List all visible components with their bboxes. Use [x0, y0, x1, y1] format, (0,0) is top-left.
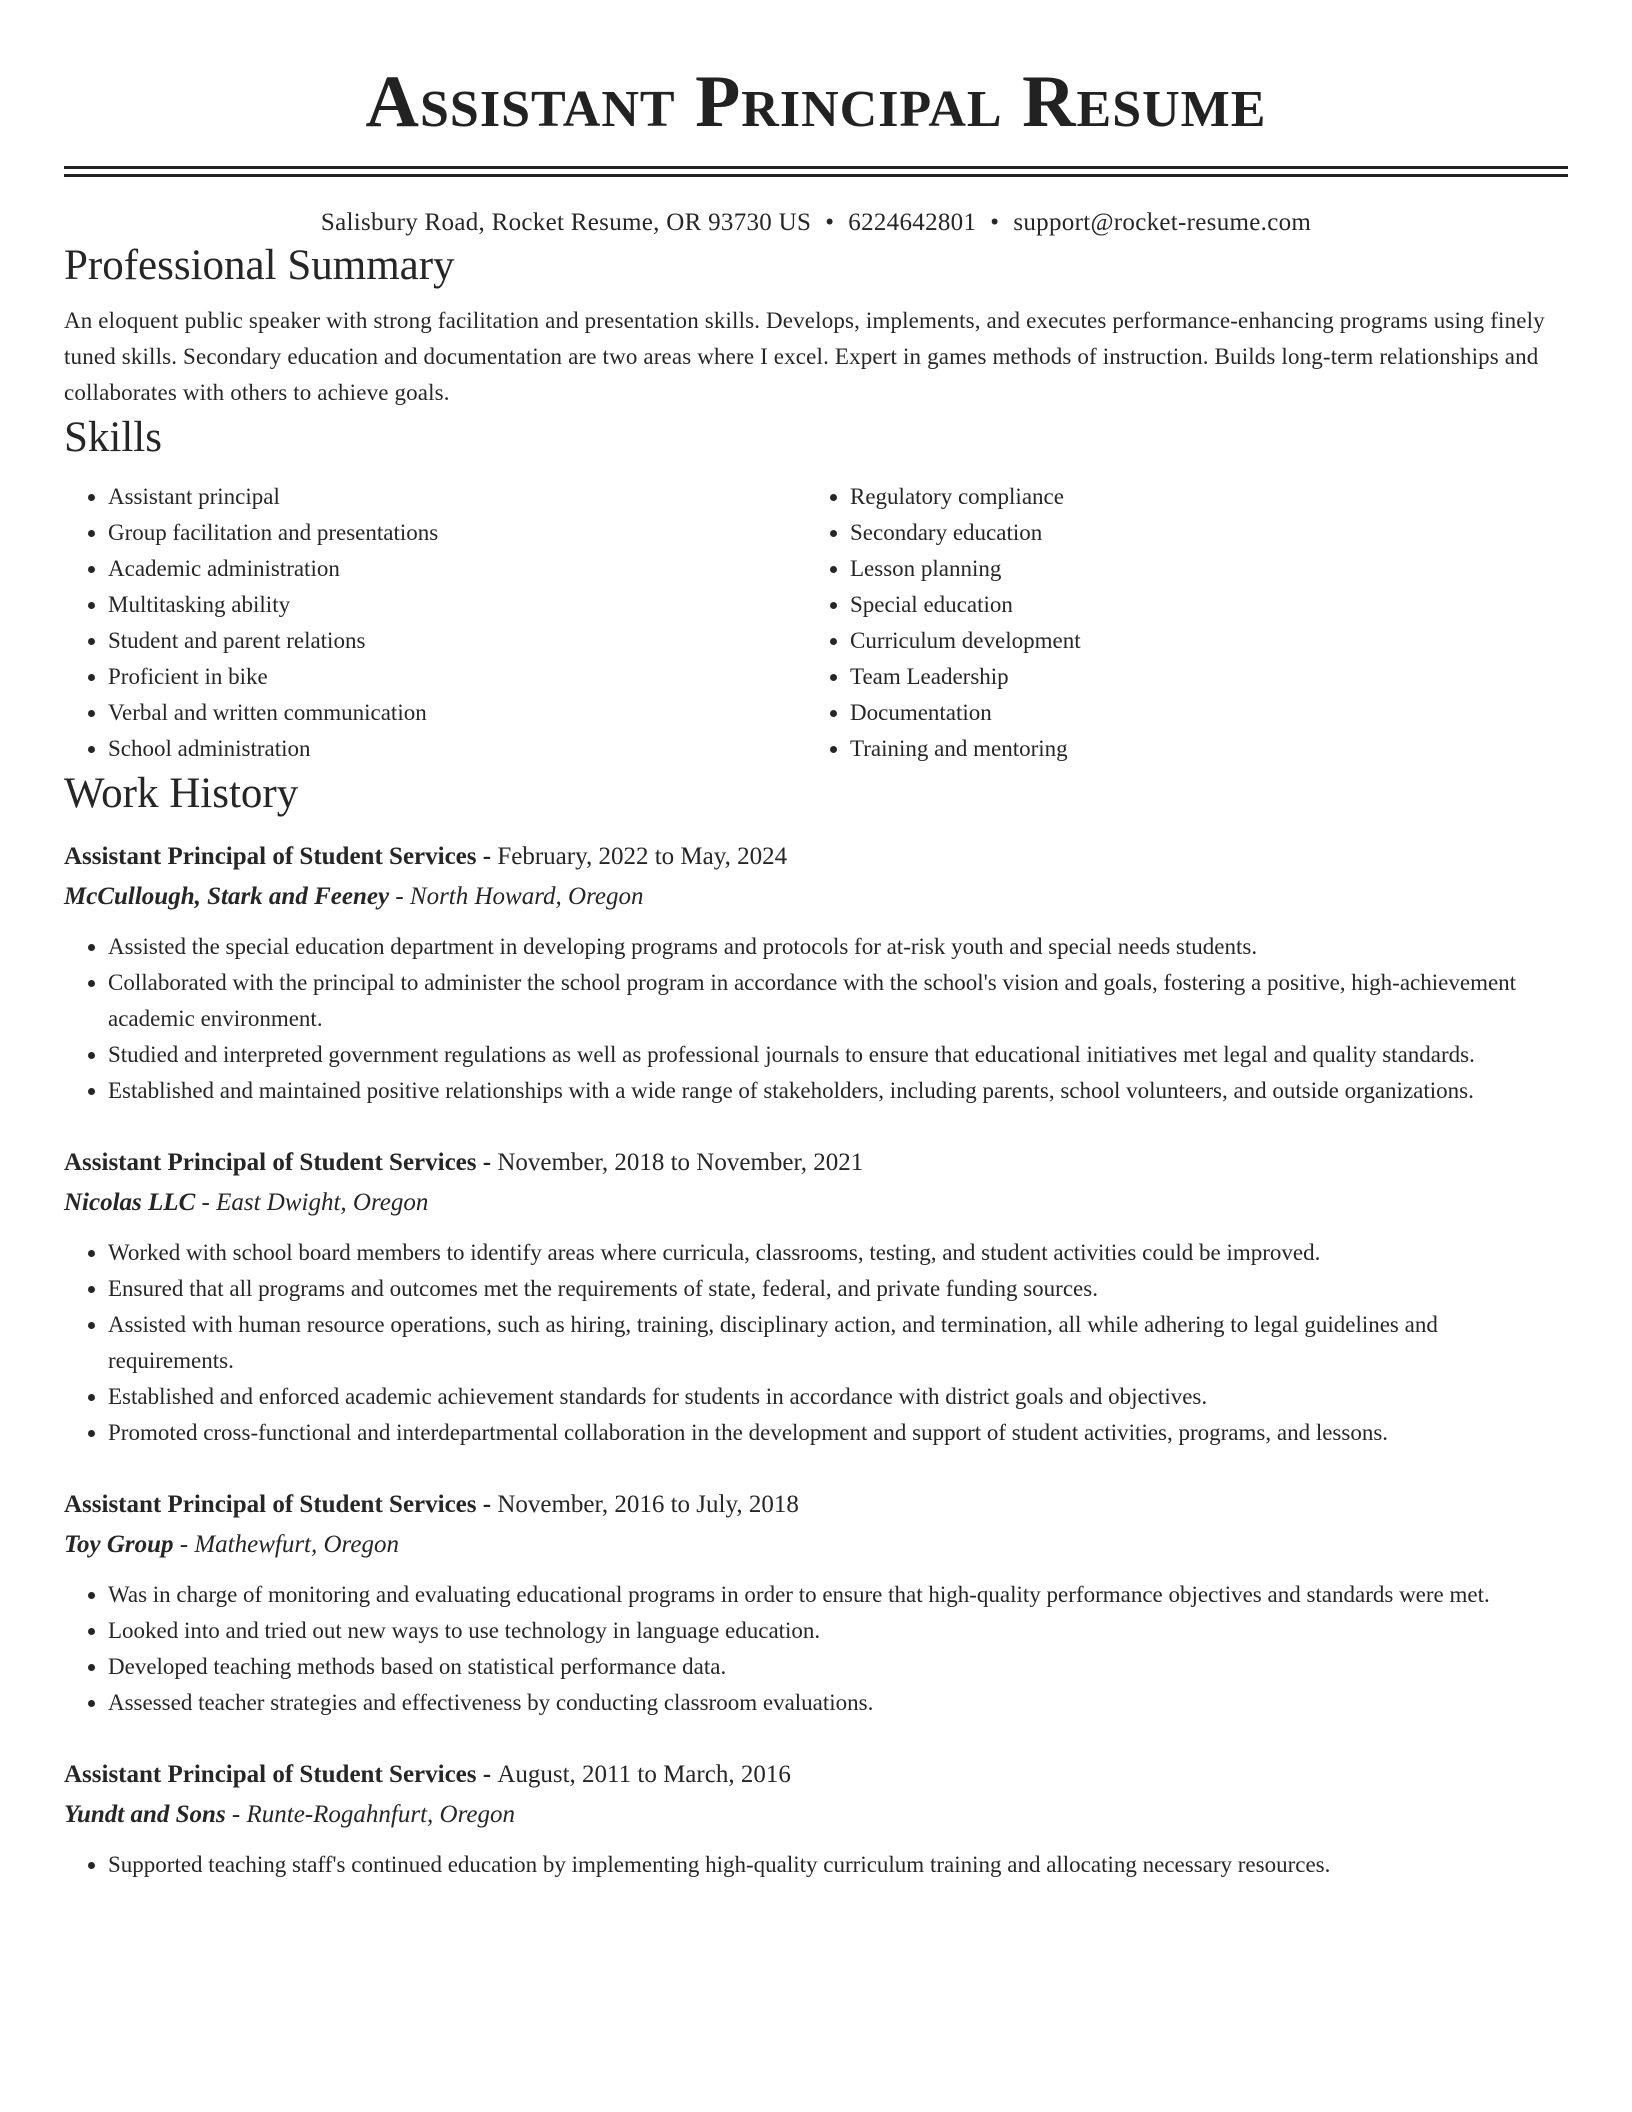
- job-dates: February, 2022 to May, 2024: [497, 843, 788, 870]
- job-location: Mathewfurt, Oregon: [194, 1531, 399, 1558]
- job-company: Yundt and Sons: [64, 1801, 226, 1828]
- skill-item: • Special education: [850, 587, 1548, 623]
- contact-phone: 6224642801: [848, 209, 977, 236]
- job-bullet: • Worked with school board members to identify areas where curricula, classrooms, testing, and student activities could be improved.: [108, 1235, 1568, 1271]
- job-location: North Howard, Oregon: [409, 883, 644, 910]
- company-line: Yundt and Sons - Runte-Rogahnfurt, Oregon: [64, 1801, 515, 1828]
- job-role: Assistant Principal of Student Services: [64, 1761, 477, 1788]
- job-bullets: [64, 929, 1568, 1109]
- skills-heading: Skills: [64, 414, 162, 461]
- skill-item: • Team Leadership: [850, 659, 1548, 695]
- job-bullet: • Studied and interpreted government regulations as well as professional journals to ensure that educational initiatives met legal and quality standards.: [108, 1037, 1568, 1073]
- skill-item: • School administration: [108, 731, 806, 767]
- job-bullet: • Was in charge of monitoring and evaluating educational programs in order to ensure that high-quality performance objectives and standards were met.: [108, 1577, 1568, 1613]
- job-title-line: Assistant Principal of Student Services - February, 2022 to May, 2024: [64, 843, 788, 870]
- skill-item: • Training and mentoring: [850, 731, 1548, 767]
- job-bullets: [64, 1847, 1568, 1883]
- job-company: Toy Group: [64, 1531, 174, 1558]
- job-bullet: • Established and maintained positive relationships with a wide range of stakeholders, including parents, school volunteers, and outside organizations.: [108, 1073, 1568, 1109]
- skill-item: • Curriculum development: [850, 623, 1548, 659]
- skill-item: • Student and parent relations: [108, 623, 806, 659]
- job-company: McCullough, Stark and Feeney: [64, 883, 390, 910]
- title-divider: [64, 166, 1568, 177]
- skill-item: • Lesson planning: [850, 551, 1548, 587]
- job-bullets: [64, 1577, 1568, 1721]
- skills-list-right: [806, 479, 1548, 767]
- skill-item: • Documentation: [850, 695, 1548, 731]
- work-history-heading: Work History: [64, 770, 299, 817]
- job-bullet: • Established and enforced academic achievement standards for students in accordance with district goals and objectives.: [108, 1379, 1568, 1415]
- job-title-line: Assistant Principal of Student Services - August, 2011 to March, 2016: [64, 1761, 791, 1788]
- job-bullet: • Looked into and tried out new ways to use technology in language education.: [108, 1613, 1568, 1649]
- skill-item: • Verbal and written communication: [108, 695, 806, 731]
- skill-item: • Multitasking ability: [108, 587, 806, 623]
- job-bullet: • Developed teaching methods based on statistical performance data.: [108, 1649, 1568, 1685]
- skill-item: • Secondary education: [850, 515, 1548, 551]
- contact-line: [64, 207, 1568, 239]
- job-entry: [64, 839, 1568, 1109]
- skill-item: • Group facilitation and presentations: [108, 515, 806, 551]
- skill-item: • Assistant principal: [108, 479, 806, 515]
- contact-address: Salisbury Road, Rocket Resume, OR 93730 US: [320, 209, 812, 236]
- company-line: Toy Group - Mathewfurt, Oregon: [64, 1531, 399, 1558]
- resume-page: [64, 0, 1568, 1883]
- skill-item: • Proficient in bike: [108, 659, 806, 695]
- company-line: Nicolas LLC - East Dwight, Oregon: [64, 1189, 429, 1216]
- skill-item: • Academic administration: [108, 551, 806, 587]
- job-bullet: • Assisted the special education department in developing programs and protocols for at-risk youth and special needs students.: [108, 929, 1568, 965]
- job-dates: November, 2018 to November, 2021: [497, 1149, 864, 1176]
- skills-list-left: [64, 479, 806, 767]
- job-title-line: Assistant Principal of Student Services - November, 2018 to November, 2021: [64, 1149, 864, 1176]
- job-dates: November, 2016 to July, 2018: [497, 1491, 799, 1518]
- resume-title: Assistant Principal Resume: [365, 61, 1267, 143]
- job-entry: [64, 1487, 1568, 1721]
- job-dates: August, 2011 to March, 2016: [497, 1761, 791, 1788]
- skill-item: • Regulatory compliance: [850, 479, 1548, 515]
- summary-heading: Professional Summary: [64, 242, 455, 289]
- job-role: Assistant Principal of Student Services: [64, 843, 477, 870]
- contact-separator: •: [825, 209, 835, 236]
- job-role: Assistant Principal of Student Services: [64, 1149, 477, 1176]
- job-bullet: • Ensured that all programs and outcomes met the requirements of state, federal, and private funding sources.: [108, 1271, 1568, 1307]
- job-location: East Dwight, Oregon: [216, 1189, 429, 1216]
- job-bullets: [64, 1235, 1568, 1451]
- job-company: Nicolas LLC: [64, 1189, 196, 1216]
- job-bullet: • Promoted cross-functional and interdepartmental collaboration in the development and support of student activities, programs, and lessons.: [108, 1415, 1568, 1451]
- job-bullet: • Assessed teacher strategies and effectiveness by conducting classroom evaluations.: [108, 1685, 1568, 1721]
- skills-columns: [64, 479, 1568, 767]
- job-location: Runte-Rogahnfurt, Oregon: [246, 1801, 515, 1828]
- company-line: McCullough, Stark and Feeney - North Howard, Oregon: [64, 883, 644, 910]
- job-bullet: • Collaborated with the principal to administer the school program in accordance with the school's vision and goals, fostering a positive, high-achievement academic environment.: [108, 965, 1568, 1037]
- job-entry: [64, 1757, 1568, 1883]
- job-bullet: • Assisted with human resource operations, such as hiring, training, disciplinary action, and termination, all while adhering to legal guidelines and requirements.: [108, 1307, 1568, 1379]
- job-entry: [64, 1145, 1568, 1451]
- contact-separator: •: [990, 209, 1000, 236]
- job-role: Assistant Principal of Student Services: [64, 1491, 477, 1518]
- summary-text: An eloquent public speaker with strong facilitation and presentation skills. Develops, implements, and executes performance-enhancing programs using finely tuned skills. Secondary education and documentation are two areas where I excel. Expert in games methods of instruction. Builds long-term relationships and collaborates with others to achieve goals.: [64, 308, 1545, 405]
- contact-email: support@rocket-resume.com: [1013, 209, 1312, 236]
- job-bullet: • Supported teaching staff's continued education by implementing high-quality curriculum training and allocating necessary resources.: [108, 1847, 1568, 1883]
- job-title-line: Assistant Principal of Student Services - November, 2016 to July, 2018: [64, 1491, 799, 1518]
